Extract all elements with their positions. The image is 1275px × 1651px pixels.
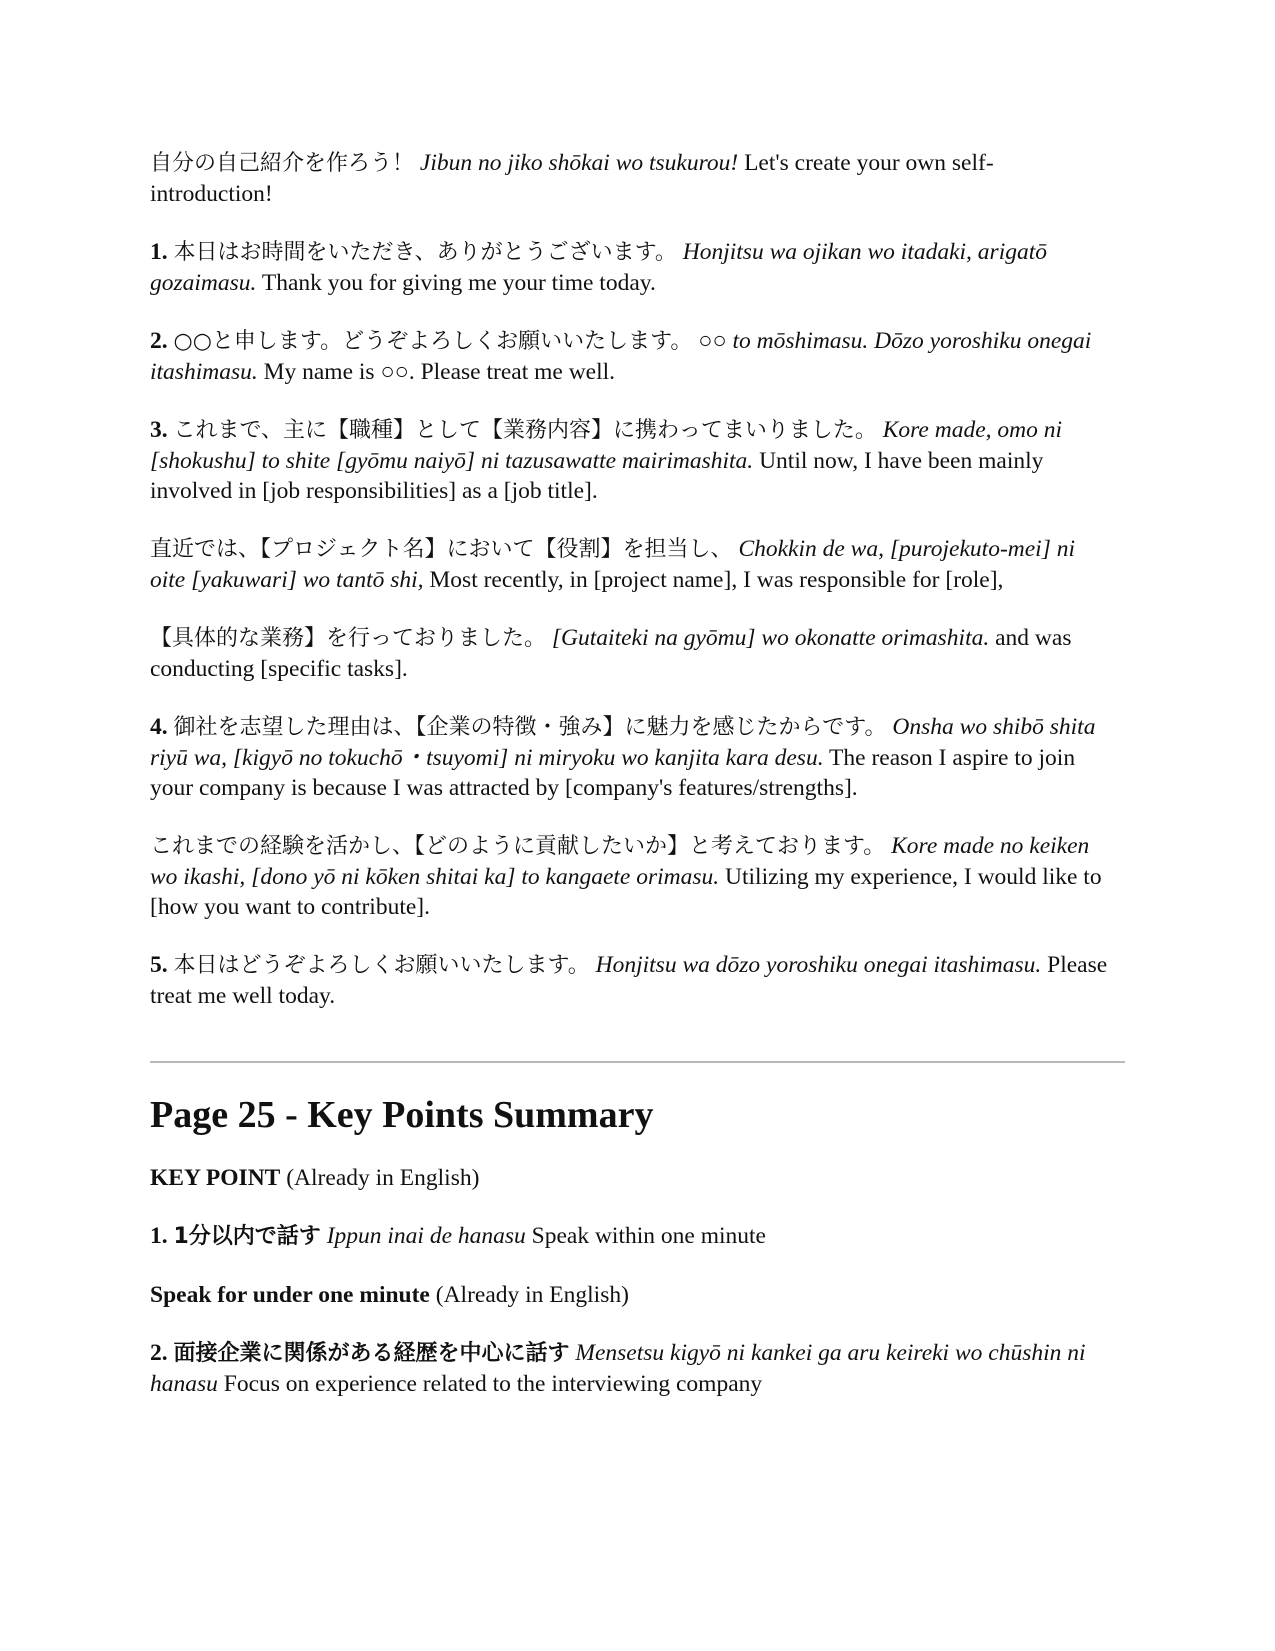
japanese-text: これまで、主に【職種】として【業務内容】に携わってまいりました。 xyxy=(173,418,877,443)
romaji-text: ○○ to mōshimasu. Dōzo yoroshiku onegai itashimasu. xyxy=(150,328,1092,385)
japanese-text: ○○と申します。どうぞよろしくお願いいたします。 xyxy=(173,329,693,354)
speak-under-label: Speak for under one minute xyxy=(150,1282,430,1308)
romaji-text: Onsha wo shibō shita riyū wa, [kigyō no tokuchō・tsuyomi] ni miryoku wo kanjita kara desu. xyxy=(150,714,1096,771)
english-text: Speak within one minute xyxy=(531,1223,766,1249)
english-text: Please treat me well today. xyxy=(150,952,1108,1009)
english-text: The reason I aspire to join your company is because I was attracted by [company's features/strengths]. xyxy=(150,745,1076,801)
romaji-text: Mensetsu kigyō ni kankei ga aru keireki wo chūshin ni hanasu xyxy=(150,1340,1086,1397)
english-text: Until now, I have been mainly involved in [job responsibilities] as a [job title]. xyxy=(150,448,1044,504)
item-number: 2. xyxy=(150,1340,168,1366)
english-text: and was conducting [specific tasks]. xyxy=(150,625,1072,682)
romaji-text: Kore made, omo ni [shokushu] to shite [gyōmu naiyō] ni tazusawatte mairimashita. xyxy=(150,417,1062,474)
summary-item xyxy=(150,1338,1115,1399)
section-title: Page 25 - Key Points Summary xyxy=(150,1094,654,1136)
document-page xyxy=(150,148,1115,1427)
japanese-text: 面接企業に関係がある経歴を中心に話す xyxy=(173,1341,570,1366)
item-number: 3. xyxy=(150,417,168,443)
item-number: 1. xyxy=(150,1223,168,1249)
japanese-text: 本日はどうぞよろしくお願いいたします。 xyxy=(173,953,590,978)
romaji-text: Honjitsu wa dōzo yoroshiku onegai itashimasu. xyxy=(595,952,1042,978)
item-number: 2. xyxy=(150,328,168,354)
japanese-text: 【具体的な業務】を行っておりました。 xyxy=(150,626,547,651)
key-point-label: KEY POINT xyxy=(150,1165,281,1191)
intro-paragraph xyxy=(150,148,1115,209)
romaji-text: [Gutaiteki na gyōmu] wo okonatte orimashita. xyxy=(551,625,990,651)
romaji-text: Kore made no keiken wo ikashi, [dono yō ni kōken shitai ka] to kangaete orimasu. xyxy=(150,833,1090,890)
list-item xyxy=(150,831,1115,922)
japanese-text: 御社を志望した理由は、【企業の特徴・強み】に魅力を感じたからです。 xyxy=(173,715,887,740)
english-text: Focus on experience related to the interviewing company xyxy=(223,1371,763,1397)
list-item xyxy=(150,950,1115,1011)
summary-item xyxy=(150,1221,1115,1252)
key-point-line xyxy=(150,1163,1115,1193)
english-text: Utilizing my experience, I would like to [how you want to contribute]. xyxy=(150,864,1102,920)
japanese-text: 直近では、【プロジェクト名】において【役割】を担当し、 xyxy=(150,537,733,562)
list-item xyxy=(150,237,1115,298)
romaji-text: Jibun no jiko shōkai wo tsukurou! xyxy=(419,150,739,176)
speak-under-line xyxy=(150,1280,1115,1310)
list-item xyxy=(150,534,1115,595)
romaji-text: Honjitsu wa ojikan wo itadaki, arigatō gozaimasu. xyxy=(150,239,1048,296)
item-number: 5. xyxy=(150,952,168,978)
japanese-text: 自分の自己紹介を作ろう！ xyxy=(150,151,415,176)
romaji-text: Chokkin de wa, [purojekuto-mei] ni oite [yakuwari] wo tantō shi, xyxy=(150,536,1075,593)
item-number: 1. xyxy=(150,239,168,265)
list-item xyxy=(150,326,1115,387)
japanese-text: 1分以内で話す xyxy=(173,1224,321,1249)
item-number: 4. xyxy=(150,714,168,740)
english-text: Thank you for giving me your time today. xyxy=(261,270,656,296)
section-divider xyxy=(150,1061,1125,1063)
japanese-text: これまでの経験を活かし、【どのように貢献したいか】と考えております。 xyxy=(150,834,886,859)
japanese-text: 本日はお時間をいただき、ありがとうございます。 xyxy=(173,240,677,265)
list-item xyxy=(150,623,1115,684)
english-text: Let's create your own self-introduction! xyxy=(150,150,994,207)
romaji-text: Ippun inai de hanasu xyxy=(326,1223,526,1249)
list-item xyxy=(150,415,1115,506)
key-point-note: (Already in English) xyxy=(286,1165,480,1191)
english-text: Most recently, in [project name], I was responsible for [role], xyxy=(429,567,1004,593)
speak-under-note: (Already in English) xyxy=(435,1282,629,1308)
list-item xyxy=(150,712,1115,803)
english-text: My name is ○○. Please treat me well. xyxy=(263,359,616,385)
